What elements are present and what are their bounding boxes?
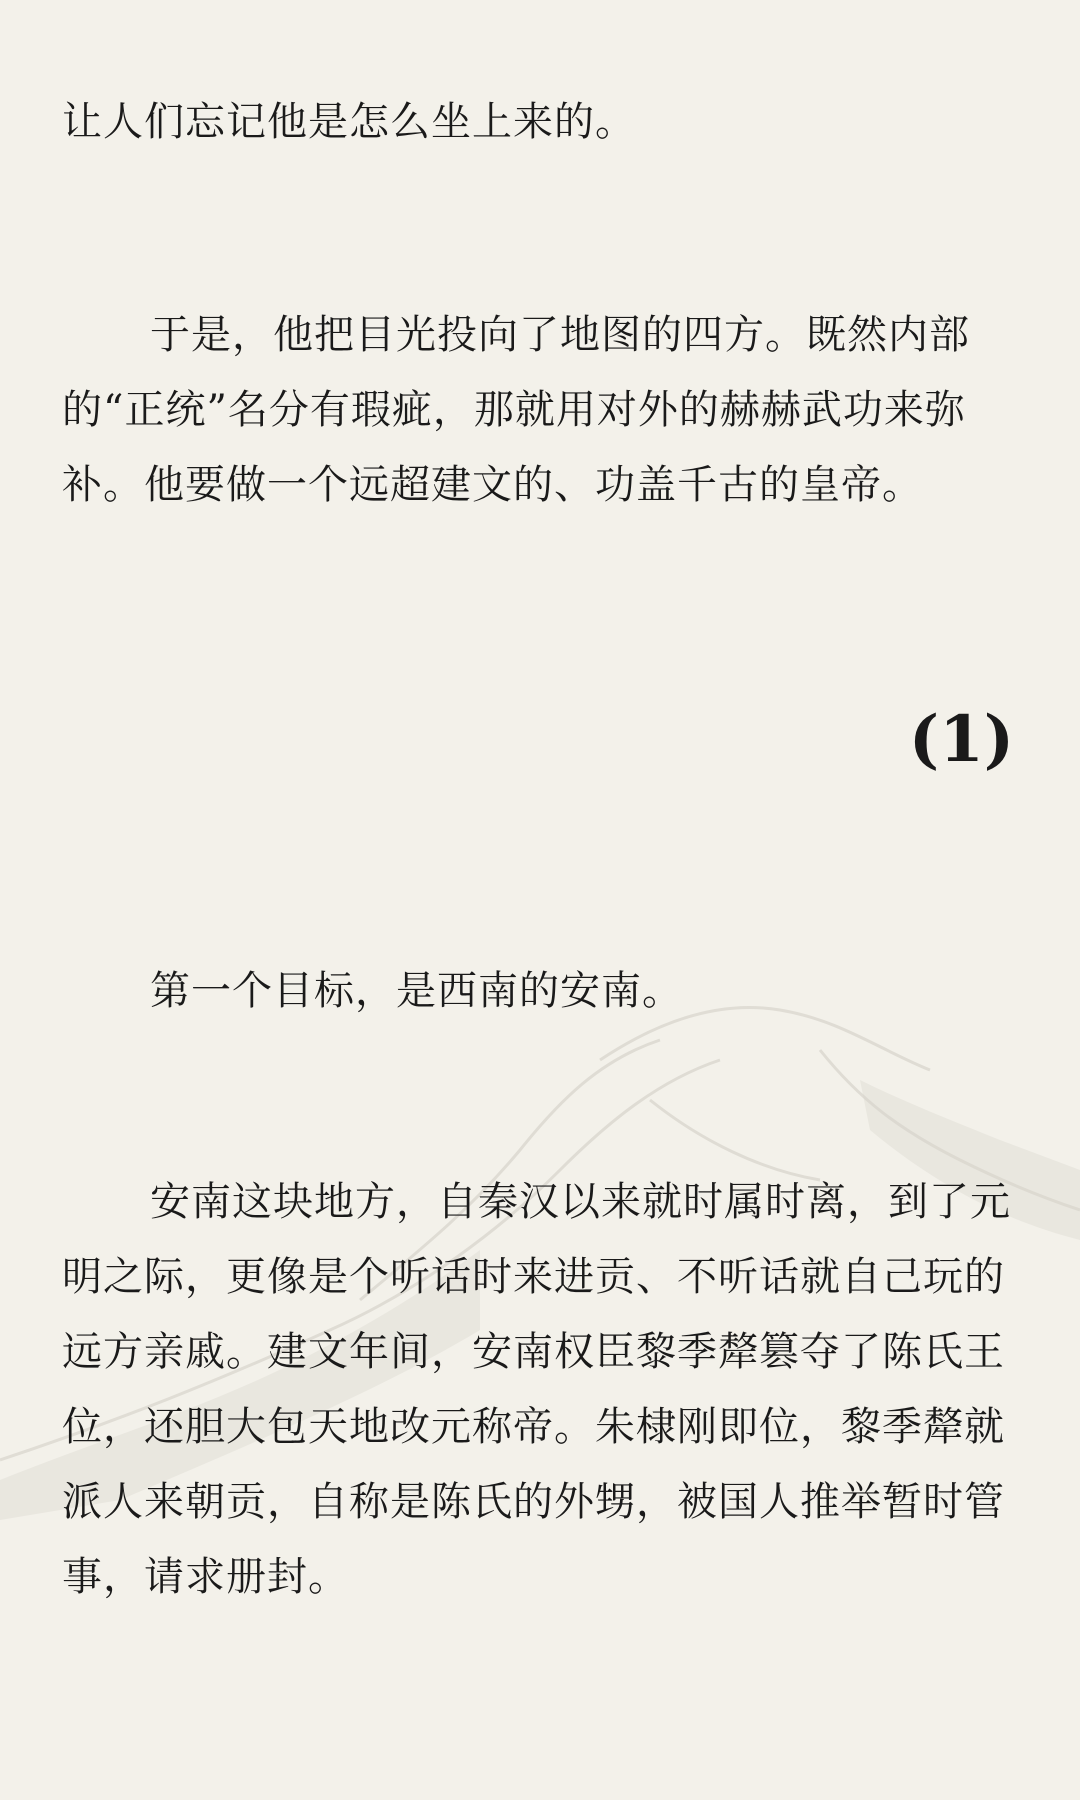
paragraph-3: 第一个目标，是西南的安南。 xyxy=(150,968,683,1014)
paragraph-2: 于是，他把目光投向了地图的四方。既然内部的“正统”名分有瑕疵，那就用对外的赫赫武功来弥补。他要做一个远超建文的、功盖千古的皇帝。 xyxy=(62,312,970,508)
paragraph-1: 让人们忘记他是怎么坐上来的。 xyxy=(62,99,636,145)
paragraph-4: 安南这块地方，自秦汉以来就时属时离，到了元明之际，更像是个听话时来进贡、不听话就自己玩的远方亲戚。建文年间，安南权臣黎季犛篡夺了陈氏王位，还胆大包天地改元称帝。朱棣刚即位，黎季犛就派人来朝贡，自称是陈氏的外甥，被国人推举暂时管事，请求册封。 xyxy=(62,1179,1011,1600)
chapter-number-marker: (1) xyxy=(908,702,1014,777)
